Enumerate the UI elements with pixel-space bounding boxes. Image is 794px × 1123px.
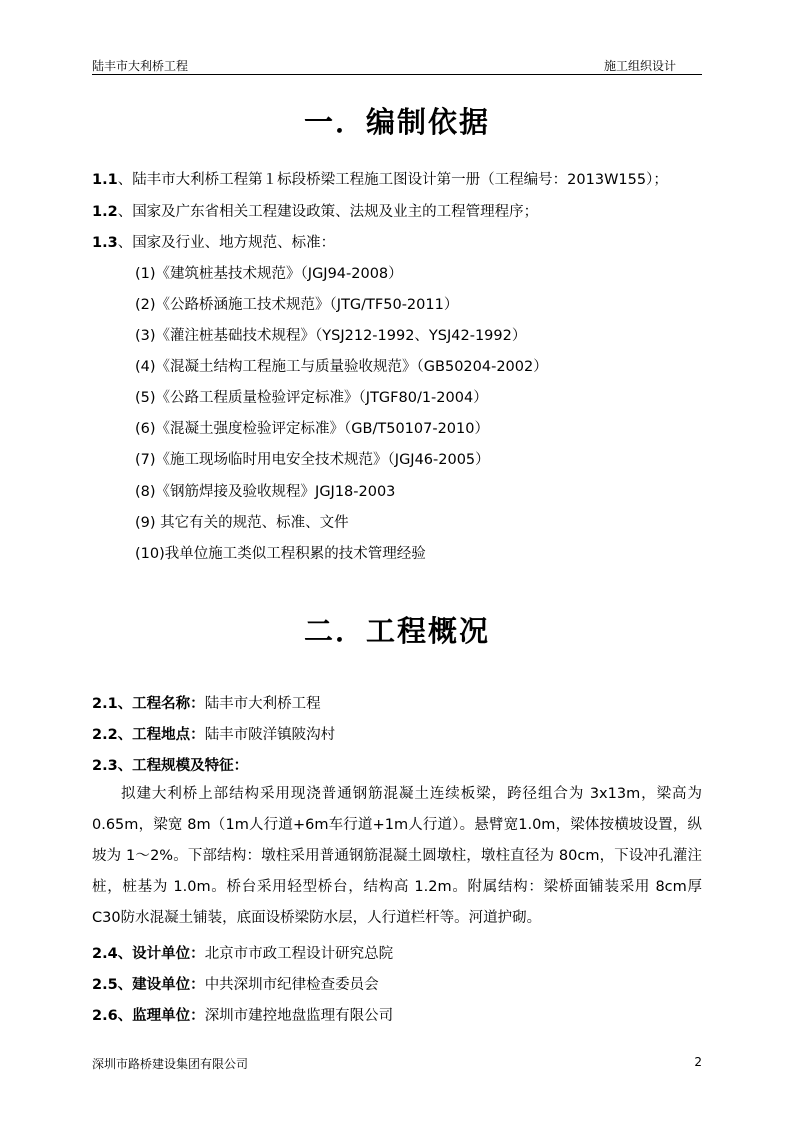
standard-item: (2)《公路桥涵施工技术规范》（JTG/TF50-2011） — [135, 297, 459, 313]
standard-item: (7)《施工现场临时用电安全技术规范》（JGJ46-2005） — [135, 452, 490, 468]
section2-title: 二．工程概况 — [303, 614, 490, 648]
overview-supervision-unit: 2.6、监理单位：深圳市建控地盘监理有限公司 — [92, 1008, 394, 1024]
standard-item: (3)《灌注桩基础技术规程》（YSJ212-1992、YSJ42-1992） — [135, 328, 527, 344]
page-header — [92, 56, 702, 75]
standard-item: (1)《建筑桩基技术规范》（JGJ94-2008） — [135, 266, 403, 282]
standard-item: (5)《公路工程质量检验评定标准》（JTGF80/1-2004） — [135, 390, 488, 406]
page-number: 2 — [694, 1055, 702, 1069]
footer-company: 深圳市路桥建设集团有限公司 — [92, 1057, 249, 1071]
standard-item: (4)《混凝土结构工程施工与质量验收规范》（GB50204-2002） — [135, 359, 548, 375]
overview-scale-paragraph: 拟建大利桥上部结构采用现浇普通钢筋混凝土连续板梁，跨径组合为 3x13m，梁高为 0.65m，梁宽 8m（1m人行道+6m车行道+1m人行道）。悬臂宽1.0m，梁体按横坡设置，纵坡为 1～2%。下部结构：墩柱采用普通钢筋混凝土圆墩柱，墩柱直径为 80cm，下设冲孔灌注桩，桩基为 1.0m。桥台采用轻型桥台，结构高 1.2m。附属结构：梁桥面铺装采用 8cm厚C30防水混凝土铺装，底面设桥梁防水层，人行道栏杆等。河道护砌。 — [92, 786, 702, 926]
standard-item: (6)《混凝土强度检验评定标准》（GB/T50107-2010） — [135, 421, 489, 437]
standard-item: (10)我单位施工类似工程积累的技术管理经验 — [135, 546, 426, 562]
section1-title: 一．编制依据 — [303, 105, 490, 139]
header-project-name: 陆丰市大利桥工程 — [92, 59, 189, 73]
basis-item-1: 1.1、陆丰市大利桥工程第１标段桥梁工程施工图设计第一册（工程编号：2013W155）； — [92, 172, 668, 188]
overview-owner-unit: 2.5、建设单位：中共深圳市纪律检查委员会 — [92, 977, 379, 993]
standard-item: (8)《钢筋焊接及验收规程》JGJ18-2003 — [135, 484, 396, 500]
basis-item-3: 1.3、国家及行业、地方规范、标准： — [92, 235, 336, 251]
overview-scale-heading: 2.3、工程规模及特征： — [92, 758, 249, 774]
basis-item-2: 1.2、国家及广东省相关工程建设政策、法规及业主的工程管理程序； — [92, 204, 539, 220]
standard-item: (9) 其它有关的规范、标准、文件 — [135, 515, 349, 531]
overview-project-name: 2.1、工程名称：陆丰市大利桥工程 — [92, 696, 321, 712]
overview-design-unit: 2.4、设计单位：北京市市政工程设计研究总院 — [92, 946, 394, 962]
header-doc-type: 施工组织设计 — [603, 59, 676, 73]
overview-project-location: 2.2、工程地点：陆丰市陂洋镇陂沟村 — [92, 727, 336, 743]
